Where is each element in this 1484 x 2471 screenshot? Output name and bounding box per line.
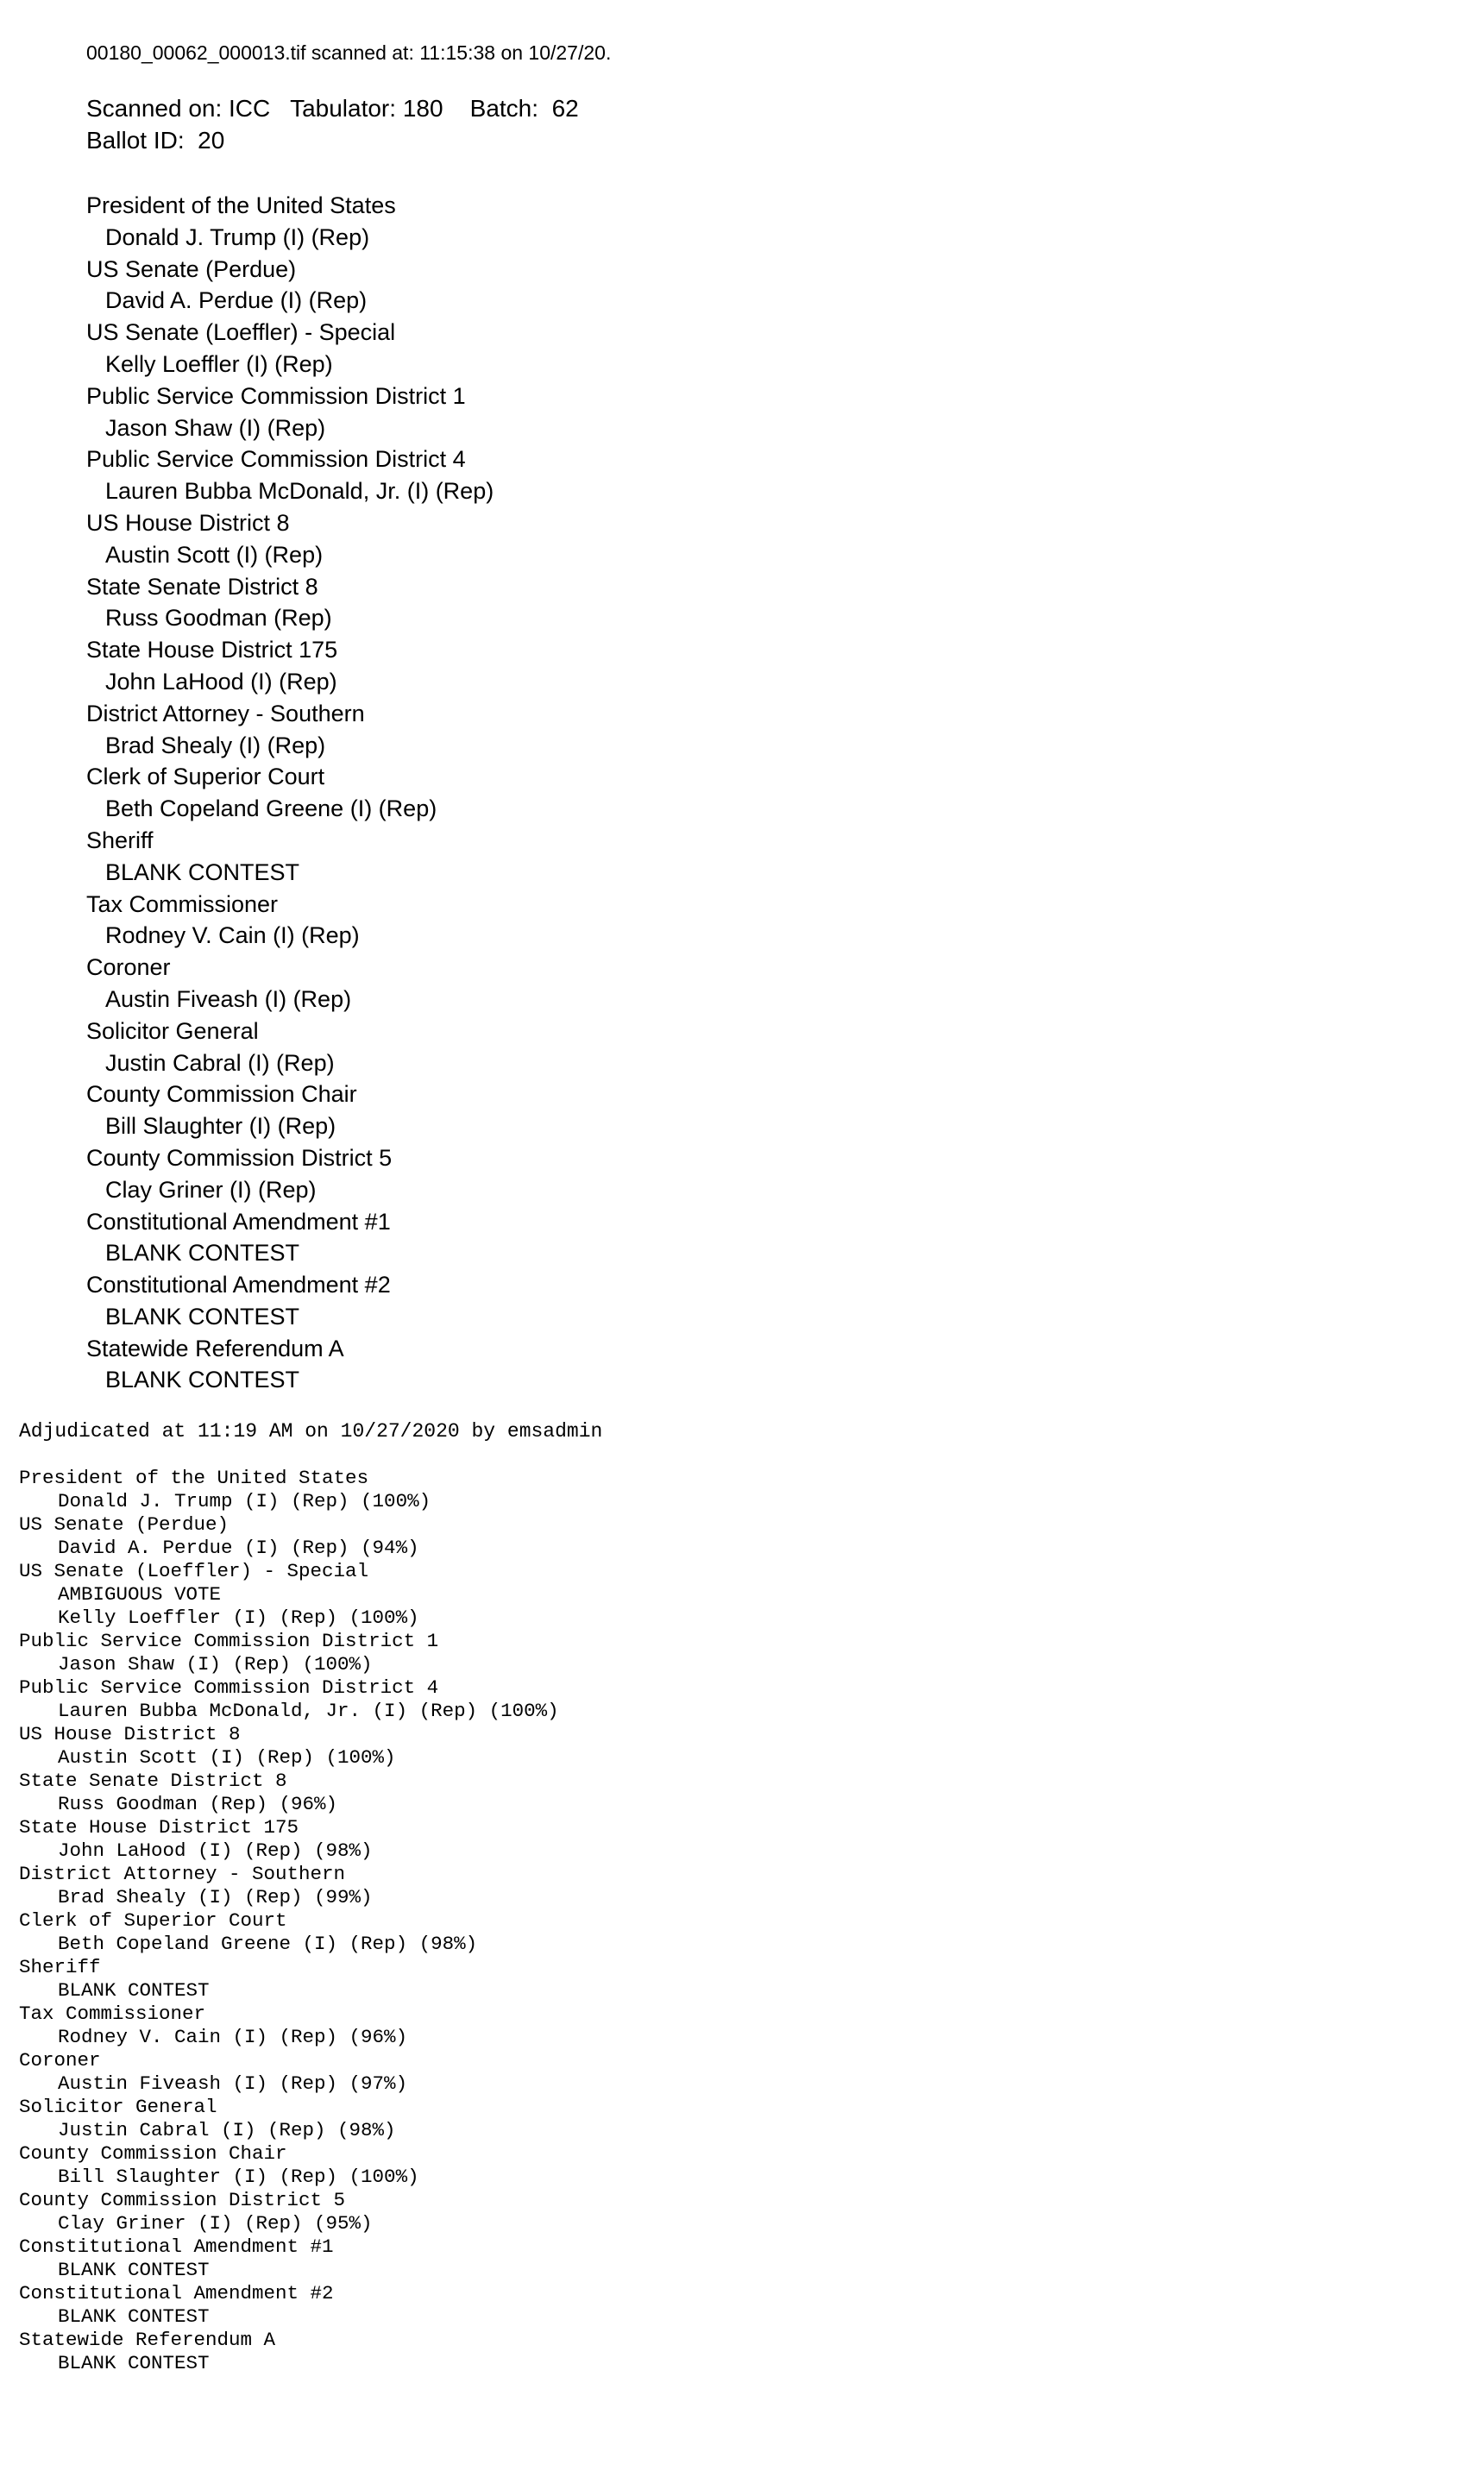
scan-contest xyxy=(86,698,494,762)
adjudication-contest-title: State House District 175 xyxy=(19,1816,299,1839)
scan-file-line: 00180_00062_000013.tif scanned at: 11:15:38 on 10/27/20. xyxy=(86,41,612,64)
adjudication-contest-title: Constitutional Amendment #2 xyxy=(19,2282,334,2304)
adjudication-contest-title: Coroner xyxy=(19,2049,101,2072)
adjudication-contest-choice: BLANK CONTEST xyxy=(58,2305,210,2328)
adjudication-contest xyxy=(19,2142,1468,2189)
adjudication-contest-choice: Clay Griner (I) (Rep) (95%) xyxy=(58,2212,373,2235)
scan-contest xyxy=(86,507,494,571)
scan-contest-title: Coroner xyxy=(86,954,171,981)
adjudication-contest xyxy=(19,2329,1468,2375)
adjudication-contest xyxy=(19,2282,1468,2329)
adjudication-contest-title: US House District 8 xyxy=(19,1723,241,1745)
scan-contest xyxy=(86,952,494,1015)
adjudication-contest-title: Tax Commissioner xyxy=(19,2003,206,2025)
scan-contest xyxy=(86,317,494,380)
scan-contest-choice: BLANK CONTEST xyxy=(105,1303,300,1330)
adjudication-contest xyxy=(19,1863,1468,1909)
adjudication-contest-choice: Lauren Bubba McDonald, Jr. (I) (Rep) (100%) xyxy=(58,1700,559,1722)
adjudication-contest xyxy=(19,1723,1468,1770)
scan-contest-title: Public Service Commission District 1 xyxy=(86,382,466,409)
scan-contest-title: President of the United States xyxy=(86,192,396,218)
adjudication-contest-choice: John LaHood (I) (Rep) (98%) xyxy=(58,1839,373,1862)
scan-contest xyxy=(86,571,494,635)
adjudication-contest-title: State Senate District 8 xyxy=(19,1770,287,1792)
adjudication-contest-title: US Senate (Perdue) xyxy=(19,1513,230,1536)
adjudication-contest-list xyxy=(19,1467,1468,2375)
adjudication-contest xyxy=(19,1513,1468,1560)
scan-contest-choice: Donald J. Trump (I) (Rep) xyxy=(105,223,370,250)
adjudication-contest-choice: Austin Scott (I) (Rep) (100%) xyxy=(58,1746,396,1769)
scan-contest xyxy=(86,1269,494,1333)
adjudication-contest-choice: Kelly Loeffler (I) (Rep) (100%) xyxy=(58,1606,419,1629)
adjudication-contest xyxy=(19,2096,1468,2142)
adjudication-contest-title: Public Service Commission District 1 xyxy=(19,1630,439,1652)
scan-contest-title: Tax Commissioner xyxy=(86,890,279,917)
adjudication-contest-title: County Commission Chair xyxy=(19,2142,287,2165)
scan-contest-title: Clerk of Superior Court xyxy=(86,764,325,790)
adjudication-contest-title: Clerk of Superior Court xyxy=(19,1909,287,1932)
scan-contest xyxy=(86,761,494,825)
adjudication-contest xyxy=(19,1630,1468,1676)
scan-contest xyxy=(86,889,494,953)
scan-contest-choice: Clay Griner (I) (Rep) xyxy=(105,1176,317,1203)
scan-contest-title: County Commission District 5 xyxy=(86,1144,393,1171)
scan-contest-choice: Austin Scott (I) (Rep) xyxy=(105,541,324,568)
adjudication-contest-title: Sheriff xyxy=(19,1956,101,1978)
adjudication-contest-choice: Beth Copeland Greene (I) (Rep) (98%) xyxy=(58,1933,478,1955)
scan-meta-tabulator-batch: Scanned on: ICC Tabulator: 180 Batch: 62 xyxy=(86,95,579,122)
scan-contest-choice: BLANK CONTEST xyxy=(105,1367,300,1393)
adjudication-contest xyxy=(19,1909,1468,1956)
adjudication-contest-title: County Commission District 5 xyxy=(19,2189,346,2211)
scan-contest xyxy=(86,380,494,444)
scan-contest-choice: Russ Goodman (Rep) xyxy=(105,605,332,632)
adjudication-contest-choice: BLANK CONTEST xyxy=(58,1979,210,2002)
adjudication-contest xyxy=(19,1816,1468,1863)
scan-contest-choice: David A. Perdue (I) (Rep) xyxy=(105,287,368,314)
scan-contest-choice: Lauren Bubba McDonald, Jr. (I) (Rep) xyxy=(105,478,494,505)
scan-contest-choice: BLANK CONTEST xyxy=(105,1240,300,1267)
scan-contest xyxy=(86,634,494,698)
scan-contest-choice: Justin Cabral (I) (Rep) xyxy=(105,1049,335,1076)
adjudication-contest xyxy=(19,2235,1468,2282)
adjudication-contest-choice: Donald J. Trump (I) (Rep) (100%) xyxy=(58,1490,431,1512)
adjudication-contest-title: Public Service Commission District 4 xyxy=(19,1676,439,1699)
adjudication-contest xyxy=(19,2003,1468,2049)
adjudication-contest-choice: Rodney V. Cain (I) (Rep) (96%) xyxy=(58,2026,408,2048)
adjudication-contest-choice: BLANK CONTEST xyxy=(58,2259,210,2281)
scan-contest-title: Constitutional Amendment #2 xyxy=(86,1272,391,1298)
adjudication-contest-title: District Attorney - Southern xyxy=(19,1863,346,1885)
scan-contest-title: US Senate (Loeffler) - Special xyxy=(86,319,396,346)
scan-contest-choice: Bill Slaughter (I) (Rep) xyxy=(105,1113,336,1140)
adjudication-contest-choice: Jason Shaw (I) (Rep) (100%) xyxy=(58,1653,373,1676)
adjudication-contest xyxy=(19,1956,1468,2003)
scan-contest xyxy=(86,254,494,318)
scan-contest xyxy=(86,190,494,254)
scan-contest xyxy=(86,1015,494,1079)
adjudication-contest-choice: Justin Cabral (I) (Rep) (98%) xyxy=(58,2119,396,2141)
adjudication-contest-choice: BLANK CONTEST xyxy=(58,2352,210,2374)
adjudication-contest xyxy=(19,1676,1468,1723)
adjudication-contest xyxy=(19,1770,1468,1816)
scan-contest-choice: Kelly Loeffler (I) (Rep) xyxy=(105,350,333,377)
scan-contest-title: State Senate District 8 xyxy=(86,573,318,600)
adjudication-contest-choice: Brad Shealy (I) (Rep) (99%) xyxy=(58,1886,373,1908)
adjudication-contest-choice: AMBIGUOUS VOTE xyxy=(58,1583,222,1606)
adjudication-contest-title: Constitutional Amendment #1 xyxy=(19,2235,334,2258)
scan-contest xyxy=(86,1206,494,1270)
adjudication-contest-title: President of the United States xyxy=(19,1467,369,1489)
scan-contest-choice: Rodney V. Cain (I) (Rep) xyxy=(105,922,360,949)
adjudication-contest-choice: David A. Perdue (I) (Rep) (94%) xyxy=(58,1537,419,1559)
adjudication-contest-title: Statewide Referendum A xyxy=(19,2329,276,2351)
scan-contest-choice: BLANK CONTEST xyxy=(105,858,300,885)
adjudication-contest-title: Solicitor General xyxy=(19,2096,217,2118)
scan-meta-ballot-id: Ballot ID: 20 xyxy=(86,127,225,154)
scan-contest-choice: John LaHood (I) (Rep) xyxy=(105,668,337,695)
scan-contest xyxy=(86,443,494,507)
scan-contest-title: Sheriff xyxy=(86,827,154,853)
scan-contest-list xyxy=(86,190,494,1396)
scan-contest-choice: Austin Fiveash (I) (Rep) xyxy=(105,985,352,1012)
scan-contest xyxy=(86,1142,494,1206)
scan-contest-title: State House District 175 xyxy=(86,637,338,663)
adjudication-section xyxy=(19,1420,1468,2375)
scan-contest xyxy=(86,1078,494,1142)
adjudication-contest-title: US Senate (Loeffler) - Special xyxy=(19,1560,369,1582)
scan-contest xyxy=(86,825,494,889)
adjudication-contest-choice: Austin Fiveash (I) (Rep) (97%) xyxy=(58,2072,408,2095)
adjudication-contest xyxy=(19,2189,1468,2235)
scan-contest-choice: Jason Shaw (I) (Rep) xyxy=(105,414,326,441)
scan-contest-choice: Beth Copeland Greene (I) (Rep) xyxy=(105,795,437,822)
adjudication-contest-choice: Russ Goodman (Rep) (96%) xyxy=(58,1793,338,1815)
scan-contest-title: Solicitor General xyxy=(86,1017,259,1044)
scan-contest-title: County Commission Chair xyxy=(86,1081,357,1108)
adjudication-contest xyxy=(19,1560,1468,1630)
scan-contest-title: Constitutional Amendment #1 xyxy=(86,1208,391,1235)
scan-contest xyxy=(86,1333,494,1397)
adjudication-contest xyxy=(19,1467,1468,1513)
adjudication-contest xyxy=(19,2049,1468,2096)
adjudication-header: Adjudicated at 11:19 AM on 10/27/2020 by emsadmin xyxy=(19,1420,603,1443)
scan-contest-title: Public Service Commission District 4 xyxy=(86,446,466,473)
scan-contest-title: Statewide Referendum A xyxy=(86,1335,344,1361)
scan-contest-title: District Attorney - Southern xyxy=(86,700,365,726)
adjudication-contest-choice: Bill Slaughter (I) (Rep) (100%) xyxy=(58,2166,419,2188)
scan-contest-choice: Brad Shealy (I) (Rep) xyxy=(105,732,326,758)
scan-contest-title: US House District 8 xyxy=(86,509,290,536)
scan-contest-title: US Senate (Perdue) xyxy=(86,255,297,282)
